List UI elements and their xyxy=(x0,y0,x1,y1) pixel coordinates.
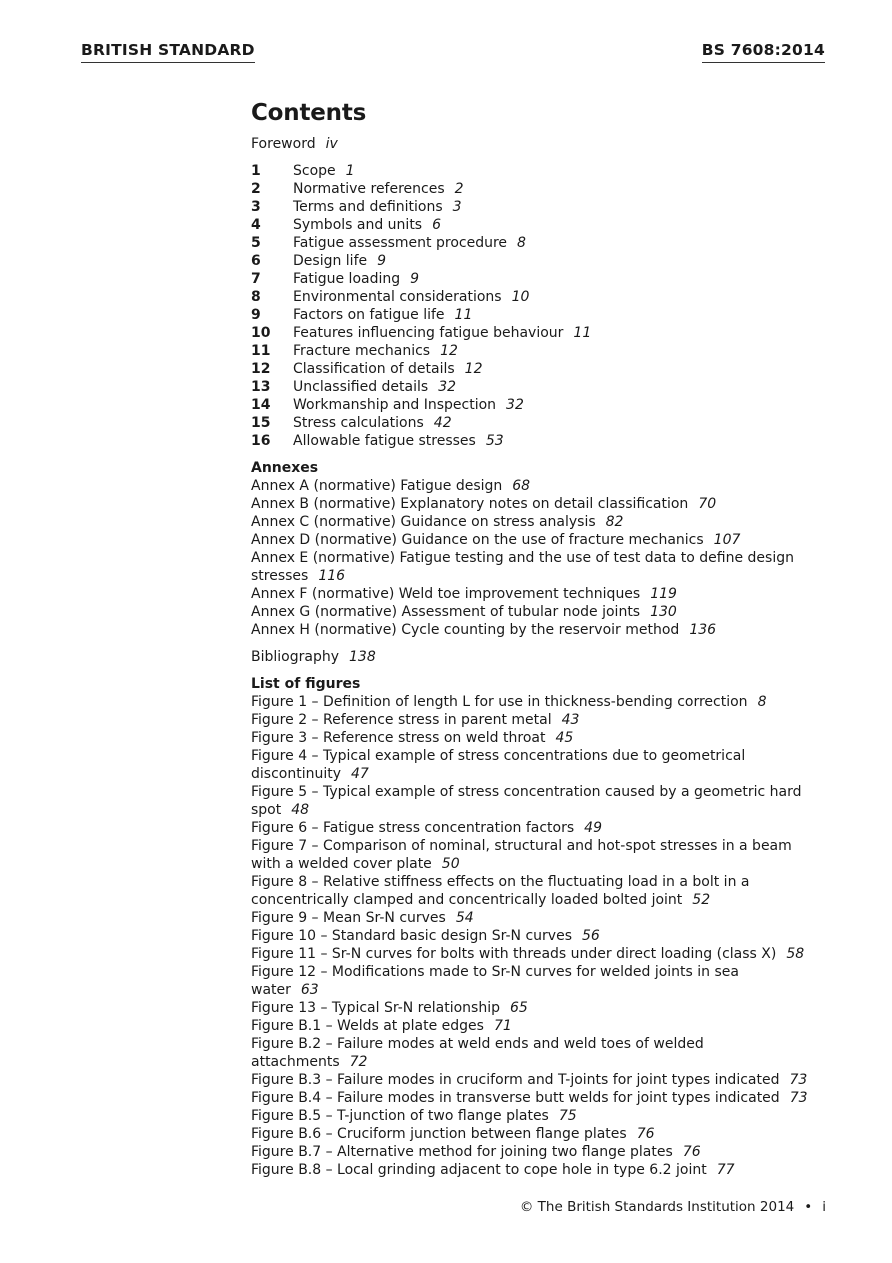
toc-section-number: 6 xyxy=(251,253,261,269)
toc-section-row[interactable] xyxy=(251,432,831,450)
toc-section-title: Unclassified details xyxy=(293,379,429,395)
toc-figure-row-page: 54 xyxy=(455,910,474,926)
toc-figure-row-title: Figure 6 – Fatigue stress concentration factors xyxy=(251,820,575,836)
toc-figure-row-page: 63 xyxy=(300,982,319,998)
toc-annex-row-page: 82 xyxy=(605,514,624,530)
toc-figure-row[interactable] xyxy=(251,963,811,999)
toc-section-page: 32 xyxy=(438,379,457,395)
toc-figure-row-title: Figure B.1 – Welds at plate edges xyxy=(251,1018,484,1034)
toc-section-entry xyxy=(293,162,355,180)
toc-section-number: 8 xyxy=(251,289,261,305)
toc-section-entry xyxy=(293,396,524,414)
toc-figure-row-page: 56 xyxy=(581,928,600,944)
toc-section-page: 32 xyxy=(506,397,524,413)
toc-section-row[interactable] xyxy=(251,342,831,360)
toc-figure-row[interactable] xyxy=(251,1125,811,1143)
toc-annex-row[interactable] xyxy=(251,603,811,621)
toc-section-number: 9 xyxy=(251,307,261,323)
toc-figure-row-title: Figure 11 – Sr-N curves for bolts with threads under direct loading (class X) xyxy=(251,946,777,962)
toc-annex-row-page: 68 xyxy=(512,478,531,494)
toc-annex-row[interactable] xyxy=(251,531,811,549)
toc-section-entry xyxy=(293,360,483,378)
toc-figure-row-page: 45 xyxy=(555,730,574,746)
toc-section-row[interactable] xyxy=(251,270,831,288)
toc-figure-row-page: 76 xyxy=(636,1126,655,1142)
toc-figure-row[interactable] xyxy=(251,747,811,783)
toc-annex-row[interactable] xyxy=(251,585,811,603)
toc-section-title: Features influencing fatigue behaviour xyxy=(293,325,564,341)
toc-figure-row-page: 76 xyxy=(682,1144,701,1160)
toc-figure-row-title: Figure 7 – Comparison of nominal, structural and hot-spot stresses in a beam with a welded cover plate xyxy=(251,838,792,872)
toc-figure-row-title: Figure 1 – Definition of length L for use in thickness-bending correction xyxy=(251,694,748,710)
toc-section-title: Design life xyxy=(293,253,368,269)
toc-section-row[interactable] xyxy=(251,234,831,252)
toc-figure-row-title: Figure 9 – Mean Sr-N curves xyxy=(251,910,446,926)
toc-figure-row[interactable] xyxy=(251,1035,811,1071)
toc-annex-row-title: Annex H (normative) Cycle counting by the reservoir method xyxy=(251,622,680,638)
toc-figure-row-page: 52 xyxy=(692,892,711,908)
toc-section-entry xyxy=(293,252,386,270)
toc-section-row[interactable] xyxy=(251,216,831,234)
toc-section-page: 12 xyxy=(464,361,483,377)
toc-figure-row-title: Figure B.6 – Cruciform junction between flange plates xyxy=(251,1126,627,1142)
toc-figure-row[interactable] xyxy=(251,837,811,873)
toc-figure-row-title: Figure 2 – Reference stress in parent metal xyxy=(251,712,552,728)
toc-annex-row[interactable] xyxy=(251,477,811,495)
toc-annex-row[interactable] xyxy=(251,513,811,531)
toc-figure-row-page: 71 xyxy=(493,1018,512,1034)
toc-figure-row-page: 75 xyxy=(558,1108,577,1124)
toc-foreword[interactable] xyxy=(251,135,831,153)
toc-bibliography-page: 138 xyxy=(349,649,376,665)
toc-annexes xyxy=(251,477,831,639)
toc-section-page: 42 xyxy=(433,415,452,431)
toc-section-title: Normative references xyxy=(293,181,445,197)
annexes-heading: Annexes xyxy=(251,460,319,476)
toc-figure-row-page: 8 xyxy=(757,694,767,710)
toc-annex-row[interactable] xyxy=(251,549,811,585)
toc-figure-row-title: Figure 12 – Modifications made to Sr-N curves for welded joints in sea water xyxy=(251,964,739,998)
toc-section-row[interactable] xyxy=(251,396,831,414)
toc-section-row[interactable] xyxy=(251,252,831,270)
page-footer xyxy=(520,1198,826,1216)
toc-figure-row[interactable] xyxy=(251,783,811,819)
toc-annex-row-title: Annex D (normative) Guidance on the use of fracture mechanics xyxy=(251,532,704,548)
toc-figure-row[interactable] xyxy=(251,1107,811,1125)
toc-section-entry xyxy=(293,234,526,252)
toc-figure-row-title: Figure B.3 – Failure modes in cruciform and T-joints for joint types indicated xyxy=(251,1072,780,1088)
toc-section-number: 11 xyxy=(251,343,271,359)
toc-figure-row[interactable] xyxy=(251,711,811,729)
toc-section-row[interactable] xyxy=(251,414,831,432)
toc-section-page: 9 xyxy=(377,253,387,269)
toc-section-number: 14 xyxy=(251,397,271,413)
toc-sections xyxy=(251,162,831,450)
toc-figure-row[interactable] xyxy=(251,693,811,711)
toc-figure-row-page: 73 xyxy=(789,1090,808,1106)
toc-section-title: Terms and definitions xyxy=(293,199,443,215)
toc-figure-row-title: Figure 4 – Typical example of stress concentrations due to geometrical discontinuity xyxy=(251,748,746,782)
toc-figure-row-title: Figure B.8 – Local grinding adjacent to cope hole in type 6.2 joint xyxy=(251,1162,707,1178)
toc-section-number: 15 xyxy=(251,415,271,431)
toc-figure-row[interactable] xyxy=(251,729,811,747)
toc-section-row[interactable] xyxy=(251,198,831,216)
toc-section-row[interactable] xyxy=(251,378,831,396)
toc-figure-row[interactable] xyxy=(251,1143,811,1161)
toc-annex-row-page: 70 xyxy=(698,496,717,512)
toc-figure-row[interactable] xyxy=(251,999,811,1017)
contents-body xyxy=(251,96,831,1179)
toc-section-row[interactable] xyxy=(251,288,831,306)
toc-figure-row-title: Figure B.5 – T-junction of two flange plates xyxy=(251,1108,549,1124)
toc-annex-row-page: 130 xyxy=(650,604,677,620)
toc-section-entry xyxy=(293,270,419,288)
toc-section-entry xyxy=(293,198,462,216)
toc-section-page: 11 xyxy=(573,325,592,341)
toc-section-page: 8 xyxy=(517,235,526,251)
toc-section-number: 5 xyxy=(251,235,261,251)
toc-section-number: 16 xyxy=(251,433,271,449)
toc-annex-row-page: 136 xyxy=(689,622,717,638)
toc-section-title: Fracture mechanics xyxy=(293,343,431,359)
toc-section-row[interactable] xyxy=(251,180,831,198)
toc-figure-row[interactable] xyxy=(251,1089,811,1107)
toc-figures xyxy=(251,693,831,1179)
toc-figure-row-page: 43 xyxy=(561,712,580,728)
toc-figure-row[interactable] xyxy=(251,1161,811,1179)
toc-figure-row[interactable] xyxy=(251,927,811,945)
toc-section-number: 2 xyxy=(251,181,261,197)
header-right: BS 7608:2014 xyxy=(702,40,825,63)
toc-figure-row[interactable] xyxy=(251,1017,811,1035)
toc-section-title: Scope xyxy=(293,163,336,179)
toc-annex-row-page: 116 xyxy=(318,568,346,584)
toc-section-entry xyxy=(293,288,529,306)
toc-section-number: 10 xyxy=(251,325,271,341)
toc-figure-row-title: Figure 13 – Typical Sr-N relationship xyxy=(251,1000,500,1016)
toc-figure-row-title: Figure 5 – Typical example of stress concentration caused by a geometric hard spot xyxy=(251,784,802,818)
toc-figure-row[interactable] xyxy=(251,1071,811,1089)
toc-figure-row-page: 77 xyxy=(716,1162,735,1178)
toc-annex-row[interactable] xyxy=(251,495,811,513)
toc-figure-row[interactable] xyxy=(251,945,811,963)
toc-section-row[interactable] xyxy=(251,306,831,324)
toc-figure-row[interactable] xyxy=(251,909,811,927)
toc-figure-row[interactable] xyxy=(251,819,811,837)
toc-annex-row[interactable] xyxy=(251,621,811,639)
toc-section-row[interactable] xyxy=(251,162,831,180)
toc-section-entry xyxy=(293,180,464,198)
toc-section-page: 10 xyxy=(511,289,530,305)
toc-section-title: Fatigue loading xyxy=(293,271,401,287)
toc-section-number: 4 xyxy=(251,217,261,233)
toc-section-page: 6 xyxy=(432,217,442,233)
toc-section-title: Stress calculations xyxy=(293,415,424,431)
toc-annex-row-title: Annex G (normative) Assessment of tubular node joints xyxy=(251,604,641,620)
toc-bibliography[interactable] xyxy=(251,648,831,666)
toc-annex-row-title: Annex C (normative) Guidance on stress analysis xyxy=(251,514,596,530)
toc-figure-row-page: 47 xyxy=(351,766,369,782)
toc-section-number: 3 xyxy=(251,199,261,215)
toc-section-page: 11 xyxy=(454,307,473,323)
figures-heading: List of figures xyxy=(251,676,361,692)
header-left: BRITISH STANDARD xyxy=(81,40,255,63)
toc-section-title: Fatigue assessment procedure xyxy=(293,235,508,251)
toc-section-number: 13 xyxy=(251,379,271,395)
toc-figure-row-title: Figure B.4 – Failure modes in transverse butt welds for joint types indicated xyxy=(251,1090,780,1106)
toc-annex-row-title: Annex E (normative) Fatigue testing and the use of test data to define design stresses xyxy=(251,550,794,584)
toc-section-entry xyxy=(293,414,452,432)
toc-section-entry xyxy=(293,432,504,450)
toc-section-title: Classification of details xyxy=(293,361,455,377)
toc-section-number: 7 xyxy=(251,271,261,287)
toc-figure-row-title: Figure 8 – Relative stiffness effects on the fluctuating load in a bolt in a concentrically clamped and concentrically loaded bolted joint xyxy=(251,874,750,908)
toc-figure-row-page: 49 xyxy=(584,820,602,836)
toc-section-entry xyxy=(293,342,458,360)
toc-section-entry xyxy=(293,216,441,234)
toc-section-title: Factors on fatigue life xyxy=(293,307,445,323)
toc-figure-row-page: 73 xyxy=(789,1072,808,1088)
toc-bibliography-label: Bibliography xyxy=(251,649,339,665)
toc-section-page: 3 xyxy=(452,199,462,215)
toc-section-title: Environmental considerations xyxy=(293,289,502,305)
toc-figure-row-title: Figure 3 – Reference stress on weld throat xyxy=(251,730,546,746)
toc-figure-row-page: 50 xyxy=(441,856,460,872)
toc-foreword-page: iv xyxy=(325,136,338,152)
toc-section-title: Symbols and units xyxy=(293,217,423,233)
toc-figure-row-title: Figure B.7 – Alternative method for joining two flange plates xyxy=(251,1144,673,1160)
footer-bullet: • xyxy=(804,1199,813,1215)
toc-annex-row-page: 107 xyxy=(713,532,741,548)
toc-section-entry xyxy=(293,378,456,396)
toc-figure-row-page: 65 xyxy=(509,1000,528,1016)
toc-section-title: Allowable fatigue stresses xyxy=(293,433,476,449)
toc-section-number: 1 xyxy=(251,163,261,179)
toc-figure-row-page: 72 xyxy=(349,1054,368,1070)
toc-section-title: Workmanship and Inspection xyxy=(293,397,497,413)
toc-section-page: 2 xyxy=(454,181,464,197)
toc-annex-row-page: 119 xyxy=(650,586,677,602)
toc-foreword-label: Foreword xyxy=(251,136,316,152)
toc-section-entry xyxy=(293,306,472,324)
page-title: Contents xyxy=(251,100,367,126)
toc-section-page: 12 xyxy=(440,343,458,359)
toc-figure-row-title: Figure 10 – Standard basic design Sr-N curves xyxy=(251,928,572,944)
toc-figure-row[interactable] xyxy=(251,873,811,909)
toc-section-page: 9 xyxy=(410,271,420,287)
toc-section-row[interactable] xyxy=(251,360,831,378)
footer-page-number: i xyxy=(822,1199,826,1215)
toc-section-page: 53 xyxy=(485,433,504,449)
toc-section-page: 1 xyxy=(345,163,355,179)
toc-figure-row-title: Figure B.2 – Failure modes at weld ends and weld toes of welded attachments xyxy=(251,1036,704,1070)
toc-figure-row-page: 58 xyxy=(786,946,805,962)
toc-section-number: 12 xyxy=(251,361,271,377)
toc-annex-row-title: Annex A (normative) Fatigue design xyxy=(251,478,503,494)
toc-annex-row-title: Annex B (normative) Explanatory notes on detail classification xyxy=(251,496,689,512)
toc-annex-row-title: Annex F (normative) Weld toe improvement techniques xyxy=(251,586,641,602)
toc-section-row[interactable] xyxy=(251,324,831,342)
toc-section-entry xyxy=(293,324,591,342)
footer-copyright: © The British Standards Institution 2014 xyxy=(519,1199,795,1215)
toc-figure-row-page: 48 xyxy=(291,802,310,818)
